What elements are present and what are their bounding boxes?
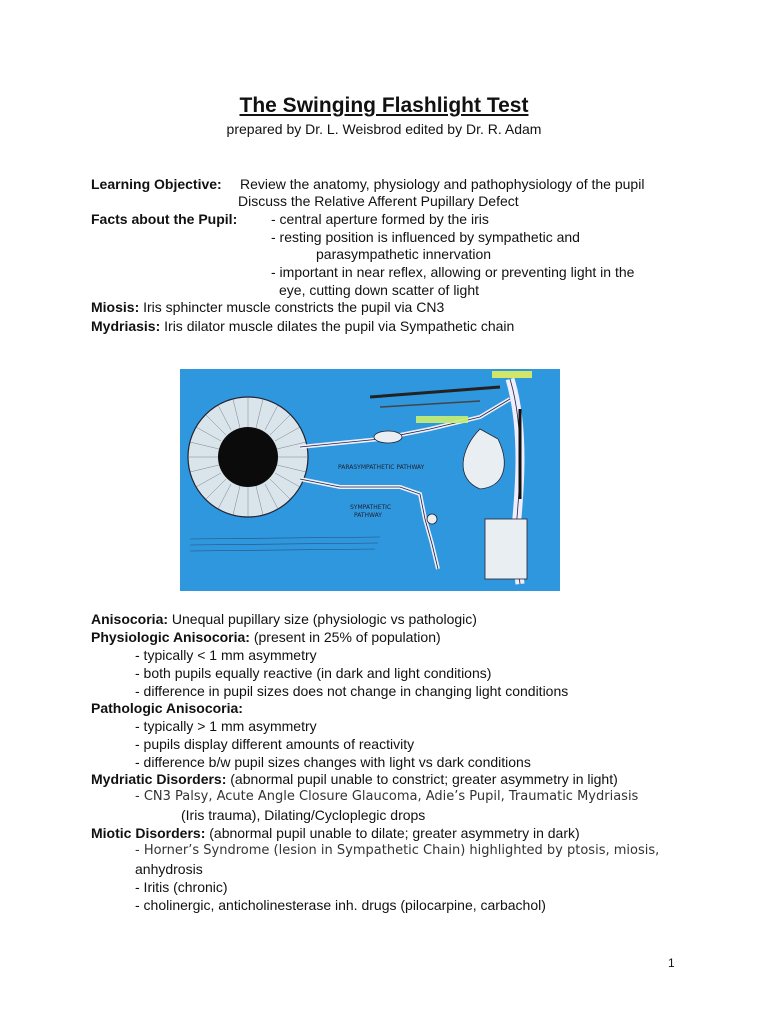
anisocoria-label: Anisocoria: bbox=[91, 611, 169, 627]
learning-objective-line-1: Review the anatomy, physiology and pathophysiology of the pupil bbox=[240, 176, 645, 192]
physiologic-item-3: - difference in pupil sizes does not change in changing light conditions bbox=[135, 683, 569, 699]
miotic-item-2: - Iritis (chronic) bbox=[135, 879, 228, 895]
facts-line-2: - resting position is influenced by sympathetic and bbox=[271, 229, 580, 245]
learning-objective-line-2: Discuss the Relative Afferent Pupillary Defect bbox=[238, 193, 519, 209]
page-number: 1 bbox=[668, 956, 675, 970]
miotic-line bbox=[91, 824, 580, 842]
miotic-label: Miotic Disorders: bbox=[91, 825, 206, 841]
facts-line-1: - central aperture formed by the iris bbox=[271, 211, 489, 227]
mydriasis-label: Mydriasis: bbox=[91, 318, 161, 334]
mydriasis-line bbox=[91, 317, 514, 335]
facts-line-5: eye, cutting down scatter of light bbox=[279, 282, 479, 298]
pathologic-label: Pathologic Anisocoria: bbox=[91, 700, 243, 716]
learning-objective-label: Learning Objective: bbox=[91, 176, 222, 192]
pathologic-item-2: - pupils display different amounts of reactivity bbox=[135, 736, 415, 752]
mydriatic-line bbox=[91, 770, 618, 788]
pupil-pathway-diagram bbox=[180, 369, 560, 591]
cervical-ganglion bbox=[485, 519, 527, 579]
mydriatic-item-1: - CN3 Palsy, Acute Angle Closure Glaucoma, Adie’s Pupil, Traumatic Mydriasis bbox=[135, 789, 639, 804]
anisocoria-line bbox=[91, 610, 477, 628]
miosis-label: Miosis: bbox=[91, 299, 140, 315]
physiologic-line bbox=[91, 628, 441, 646]
pathologic-item-1: - typically > 1 mm asymmetry bbox=[135, 718, 317, 734]
document-subtitle: prepared by Dr. L. Weisbrod edited by Dr. R. Adam bbox=[226, 121, 542, 137]
parasympathetic-label: PARASYMPATHETIC PATHWAY bbox=[338, 464, 425, 471]
physiologic-item-1: - typically < 1 mm asymmetry bbox=[135, 647, 317, 663]
physiologic-label: Physiologic Anisocoria: bbox=[91, 629, 250, 645]
mydriatic-text: (abnormal pupil unable to constrict; greater asymmetry in light) bbox=[230, 771, 618, 787]
miosis-line bbox=[91, 298, 444, 316]
miotic-text: (abnormal pupil unable to dilate; greater asymmetry in dark) bbox=[209, 825, 580, 841]
sympathetic-label-2: PATHWAY bbox=[354, 512, 382, 519]
sympathetic-label-1: SYMPATHETIC bbox=[350, 504, 392, 511]
facts-label: Facts about the Pupil: bbox=[91, 211, 238, 227]
anisocoria-text: Unequal pupillary size (physiologic vs pathologic) bbox=[171, 611, 477, 627]
pupil-pathway-figure bbox=[180, 369, 560, 591]
miosis-text: Iris sphincter muscle constricts the pupil via CN3 bbox=[143, 299, 445, 315]
mydriatic-label: Mydriatic Disorders: bbox=[91, 771, 227, 787]
ciliary-ganglion bbox=[374, 431, 402, 443]
pathologic-item-3: - difference b/w pupil sizes changes with light vs dark conditions bbox=[135, 754, 531, 770]
facts-line-4: - important in near reflex, allowing or preventing light in the bbox=[271, 264, 635, 280]
pupil-shape bbox=[218, 427, 278, 487]
facts-line-3: parasympathetic innervation bbox=[316, 246, 492, 262]
physiologic-text: (present in 25% of population) bbox=[253, 629, 441, 645]
miotic-item-3: - cholinergic, anticholinesterase inh. drugs (pilocarpine, carbachol) bbox=[135, 897, 546, 913]
miotic-item-1: - Horner’s Syndrome (lesion in Sympathetic Chain) highlighted by ptosis, miosis, bbox=[135, 843, 660, 858]
mydriasis-text: Iris dilator muscle dilates the pupil via Sympathetic chain bbox=[164, 318, 515, 334]
mydriatic-item-2: (Iris trauma), Dilating/Cycloplegic drops bbox=[181, 807, 426, 823]
document-title: The Swinging Flashlight Test bbox=[239, 94, 529, 117]
miotic-item-1-continued: anhydrosis bbox=[135, 861, 203, 877]
physiologic-item-2: - both pupils equally reactive (in dark and light conditions) bbox=[135, 665, 492, 681]
